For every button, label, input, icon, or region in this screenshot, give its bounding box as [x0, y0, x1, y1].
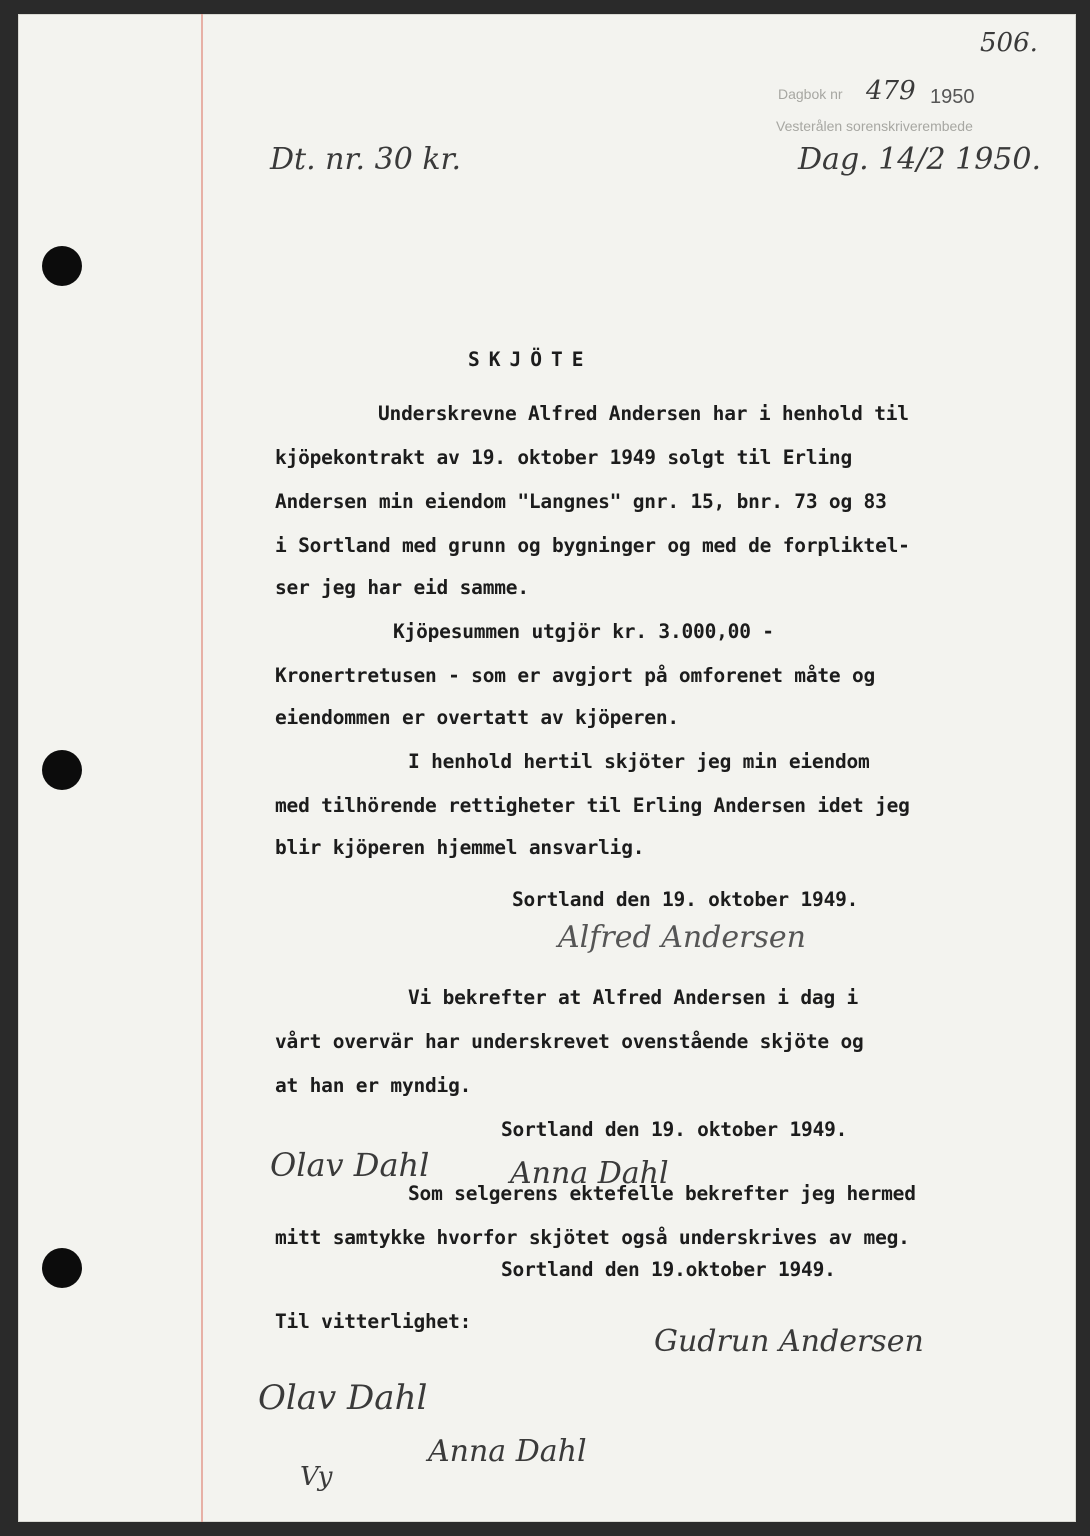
body-line-9: I henhold hertil skjöter jeg min eiendom — [408, 750, 870, 773]
witness-signature-2: Anna Dahl — [510, 1156, 669, 1191]
punch-hole-top — [42, 246, 82, 286]
attest-signature-2: Anna Dahl — [428, 1434, 587, 1469]
journal-stamp-year: 1950 — [930, 86, 975, 108]
place-date-1: Sortland den 19. oktober 1949. — [512, 888, 859, 911]
seller-signature: Alfred Andersen — [558, 920, 806, 955]
body-line-10: med tilhörende rettigheter til Erling Andersen idet jeg — [275, 794, 910, 817]
witness-line-2: vårt overvär har underskrevet ovenstående skjöte og — [275, 1030, 864, 1053]
spouse-line-2: mitt samtykke hvorfor skjötet også underskrives av meg. — [275, 1226, 910, 1249]
attestation-label: Til vitterlighet: — [275, 1310, 472, 1333]
journal-number: 479 — [866, 76, 916, 106]
margin-rule — [201, 14, 203, 1522]
witness-line-3: at han er myndig. — [275, 1074, 472, 1097]
witness-line-1: Vi bekrefter at Alfred Andersen i dag i — [408, 986, 859, 1009]
registration-date: Dag. 14/2 1950. — [798, 142, 1042, 177]
body-line-11: blir kjöperen hjemmel ansvarlig. — [275, 836, 645, 859]
body-line-3: Andersen min eiendom "Langnes" gnr. 15, bnr. 73 og 83 — [275, 490, 887, 513]
place-date-2: Sortland den 19. oktober 1949. — [501, 1118, 848, 1141]
registrar-initials: Vy — [300, 1462, 333, 1492]
body-line-7: Kronertretusen - som er avgjort på omforenet måte og — [275, 664, 876, 687]
body-line-4: i Sortland med grunn og bygninger og med de forpliktel- — [275, 534, 910, 557]
body-line-2: kjöpekontrakt av 19. oktober 1949 solgt til Erling — [275, 446, 852, 469]
spouse-line-1: Som selgerens ektefelle bekrefter jeg hermed — [408, 1182, 916, 1205]
spouse-signature: Gudrun Andersen — [654, 1324, 924, 1359]
journal-stamp-label: Dagbok nr — [778, 86, 843, 102]
body-line-5: ser jeg har eid samme. — [275, 576, 529, 599]
reference-note: Dt. nr. 30 kr. — [270, 142, 462, 177]
body-line-1: Underskrevne Alfred Andersen har i henhold til — [378, 402, 909, 425]
witness-signature-1: Olav Dahl — [270, 1146, 430, 1184]
attest-signature-1: Olav Dahl — [258, 1378, 428, 1418]
document-page — [18, 14, 1076, 1522]
page-number: 506. — [980, 28, 1038, 58]
body-line-6: Kjöpesummen utgjör kr. 3.000,00 - — [393, 620, 774, 643]
document-title: SKJÖTE — [468, 348, 593, 371]
body-line-8: eiendommen er overtatt av kjöperen. — [275, 706, 679, 729]
punch-hole-middle — [42, 750, 82, 790]
punch-hole-bottom — [42, 1248, 82, 1288]
journal-stamp-office: Vesterålen sorenskriverembede — [776, 118, 973, 134]
place-date-3: Sortland den 19.oktober 1949. — [501, 1258, 836, 1281]
